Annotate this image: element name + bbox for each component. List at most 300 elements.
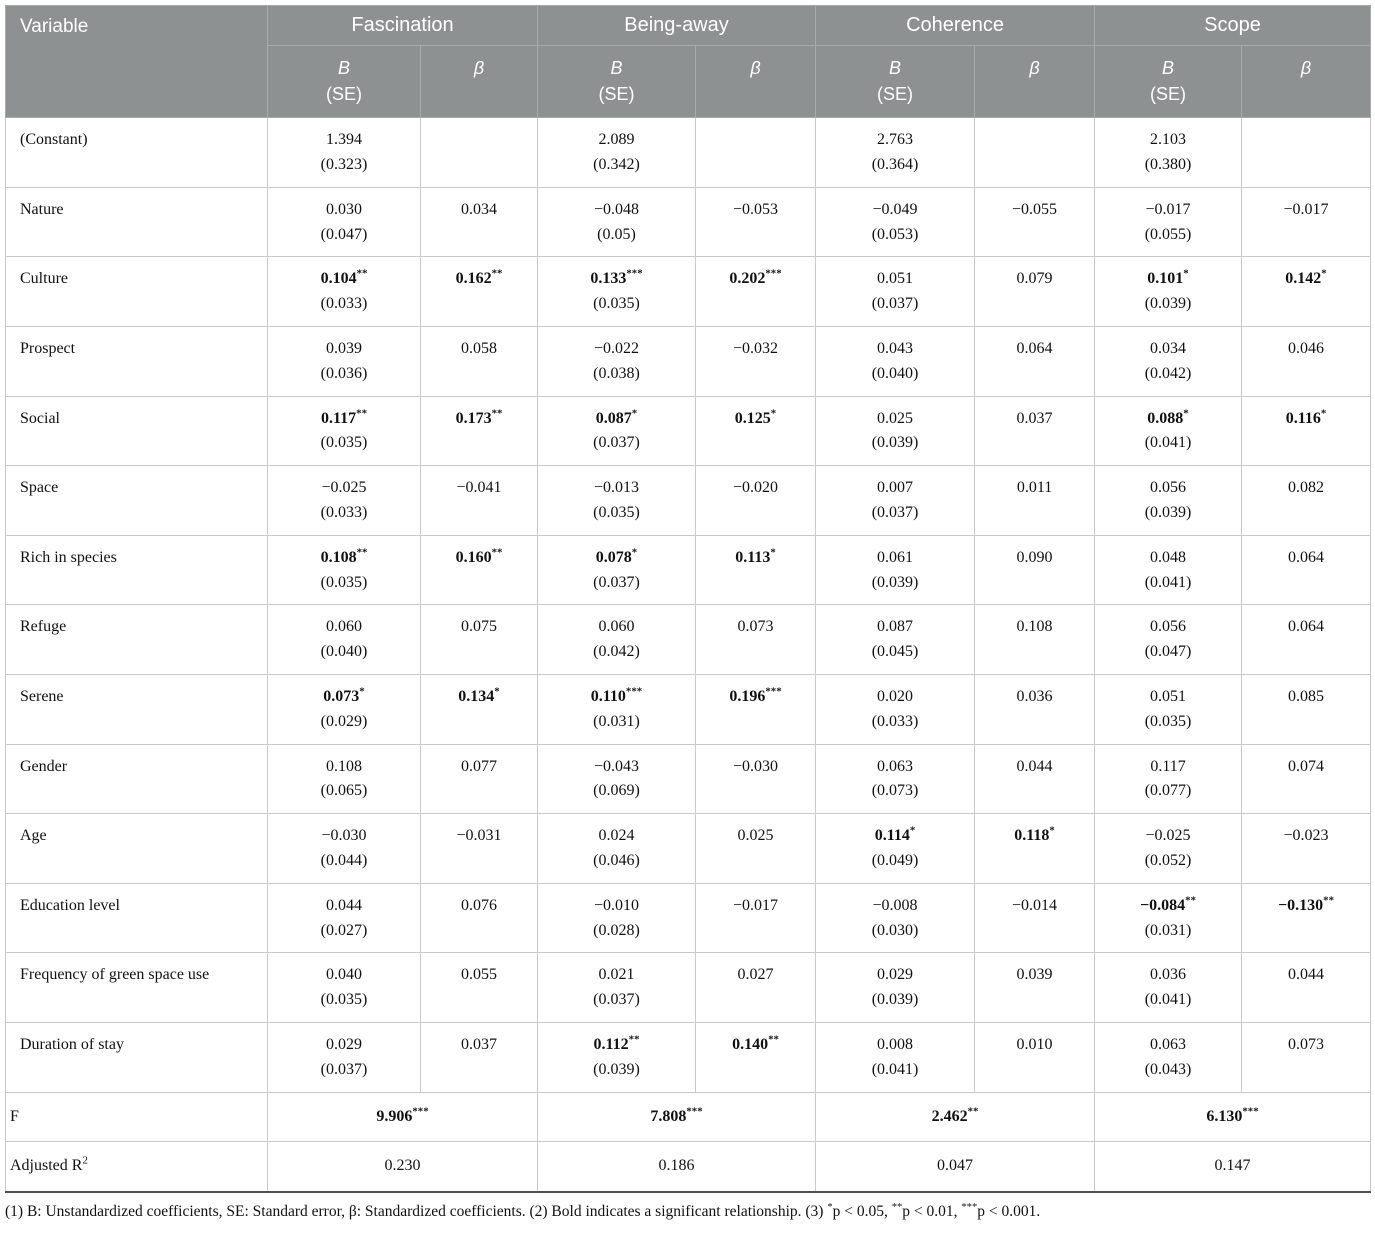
value-line: −0.017 <box>732 896 779 914</box>
value-line: 0.186 <box>658 1157 695 1175</box>
table-row <box>6 118 1371 188</box>
b-se-cell <box>268 396 421 466</box>
b-se-cell <box>1095 257 1242 327</box>
se-line: (0.342) <box>593 155 640 173</box>
se-line: (0.033) <box>871 712 919 730</box>
se-line: (0.029) <box>320 712 368 730</box>
beta-cell <box>421 605 538 675</box>
value-line: 0.037 <box>1016 409 1053 427</box>
value-line: 0.010 <box>1016 1035 1053 1053</box>
se-line: (0.037) <box>593 573 640 591</box>
b-se-cell <box>1095 605 1242 675</box>
value-line: 0.064 <box>1016 339 1053 357</box>
se-line: (0.049) <box>871 851 919 869</box>
b-se-cell <box>1095 953 1242 1023</box>
b-se-cell <box>268 118 421 188</box>
se-line: (0.055) <box>1144 225 1192 243</box>
se-line: (0.040) <box>320 643 368 661</box>
value-line: −0.008 <box>872 896 918 914</box>
value-line: 0.142* <box>1285 268 1327 288</box>
r2-value-cell <box>538 1142 816 1192</box>
value-line: 0.202*** <box>729 268 782 288</box>
b-se-cell <box>268 466 421 536</box>
se-line: (0.037) <box>593 991 640 1009</box>
se-line: (0.073) <box>871 782 919 800</box>
significance-stars: ** <box>491 546 503 559</box>
b-se-cell <box>816 535 975 605</box>
se-line: (0.036) <box>320 364 368 382</box>
value-line: 0.039 <box>1016 966 1053 984</box>
se-line: (0.039) <box>871 434 919 452</box>
subheader-b-se <box>816 46 975 118</box>
se-line: (0.047) <box>1144 643 1192 661</box>
f-value-cell <box>1095 1092 1371 1142</box>
value-line: 0.063 <box>1150 1035 1187 1053</box>
value-line: 0.021 <box>598 966 635 984</box>
beta-cell <box>421 883 538 953</box>
table-row <box>6 466 1371 536</box>
b-se-cell <box>816 1022 975 1092</box>
b-se-cell <box>816 118 975 188</box>
row-label: (Constant) <box>6 118 268 188</box>
value-line: 0.087* <box>595 407 638 427</box>
se-label: (SE) <box>326 84 362 105</box>
beta-cell <box>421 953 538 1023</box>
significance-stars: * <box>1183 407 1189 420</box>
beta-cell <box>975 814 1095 884</box>
value-line: 0.024 <box>598 827 635 845</box>
se-line: (0.031) <box>1144 921 1192 939</box>
adjusted-r2-row <box>6 1142 1371 1192</box>
se-line: (0.380) <box>1144 155 1192 173</box>
se-line: (0.033) <box>320 295 368 313</box>
b-se-cell <box>268 257 421 327</box>
significance-stars: * <box>909 824 916 837</box>
beta-cell <box>696 326 816 396</box>
f-statistic-row <box>6 1092 1371 1142</box>
b-se-cell <box>538 1022 696 1092</box>
significance-stars: ** <box>891 1201 903 1213</box>
se-line: (0.040) <box>871 364 919 382</box>
col-header-being-away: Being-away <box>538 6 816 46</box>
beta-cell <box>421 187 538 257</box>
b-se-cell <box>538 744 696 814</box>
beta-cell <box>975 466 1095 536</box>
se-line: (0.041) <box>1144 434 1192 452</box>
beta-cell <box>696 744 816 814</box>
b-se-cell <box>1095 674 1242 744</box>
value-line: 0.073* <box>323 685 365 705</box>
value-line: −0.017 <box>1283 200 1329 218</box>
value-line: −0.017 <box>1145 200 1191 218</box>
value-line: 0.007 <box>877 479 914 497</box>
value-line: 0.061 <box>877 548 914 566</box>
value-line: 0.125* <box>734 407 777 427</box>
f-value-cell <box>816 1092 1095 1142</box>
beta-cell <box>696 257 816 327</box>
beta-cell <box>696 1022 816 1092</box>
b-se-cell <box>538 466 696 536</box>
value-line: 0.046 <box>1288 339 1325 357</box>
b-se-cell <box>1095 466 1242 536</box>
beta-cell <box>696 396 816 466</box>
se-line: (0.364) <box>871 155 919 173</box>
table-row <box>6 1022 1371 1092</box>
b-se-cell <box>268 883 421 953</box>
se-line: (0.053) <box>871 225 919 243</box>
value-line: −0.020 <box>732 479 779 497</box>
r2-value-cell <box>1095 1142 1371 1192</box>
beta-cell <box>1242 257 1371 327</box>
value-line: 0.074 <box>1288 757 1325 775</box>
significance-stars: *** <box>765 268 782 281</box>
value-line: 0.117 <box>1150 757 1186 775</box>
value-line: 2.462** <box>931 1105 979 1125</box>
subheader-beta <box>696 46 816 118</box>
value-line: 0.140** <box>732 1033 779 1053</box>
value-line: 0.073 <box>737 618 774 636</box>
value-line: 0.108** <box>320 546 368 566</box>
b-se-cell <box>816 674 975 744</box>
beta-cell <box>975 605 1095 675</box>
se-line: (0.037) <box>593 434 640 452</box>
value-line: 0.090 <box>1016 548 1053 566</box>
b-se-cell <box>1095 814 1242 884</box>
value-line: −0.055 <box>1012 200 1058 218</box>
beta-cell <box>421 396 538 466</box>
value-line: 0.064 <box>1288 618 1325 636</box>
b-se-cell <box>538 396 696 466</box>
row-label: Serene <box>6 674 268 744</box>
value-line: 0.058 <box>461 339 497 357</box>
value-line: −0.053 <box>732 200 779 218</box>
subheader-b-se <box>538 46 696 118</box>
value-line: −0.023 <box>1283 827 1329 845</box>
value-line: 0.060 <box>326 618 362 636</box>
value-line: 0.025 <box>737 827 774 845</box>
value-line: 0.008 <box>877 1035 914 1053</box>
beta-cell <box>421 814 538 884</box>
row-label: Rich in species <box>6 535 268 605</box>
subheader-b-se <box>1095 46 1242 118</box>
b-se-cell <box>816 605 975 675</box>
value-line: 2.763 <box>877 131 914 149</box>
beta-cell <box>1242 466 1371 536</box>
value-line: −0.022 <box>593 339 640 357</box>
significance-stars: *** <box>412 1105 429 1118</box>
se-line: (0.041) <box>871 1060 919 1078</box>
value-line: 0.110*** <box>590 685 643 705</box>
b-label: B <box>337 58 350 78</box>
significance-stars: ** <box>967 1105 979 1118</box>
se-line: (0.039) <box>871 991 919 1009</box>
se-line: (0.077) <box>1144 782 1192 800</box>
b-se-cell <box>816 466 975 536</box>
significance-stars: *** <box>961 1201 978 1213</box>
b-label: B <box>1162 58 1175 78</box>
beta-cell <box>975 744 1095 814</box>
row-label: F <box>6 1092 268 1142</box>
value-line: 0.034 <box>1150 339 1187 357</box>
se-line: (0.031) <box>593 712 640 730</box>
significance-stars: *** <box>765 685 782 698</box>
r2-value-cell <box>816 1142 1095 1192</box>
beta-cell <box>1242 118 1371 188</box>
table-row <box>6 257 1371 327</box>
beta-cell <box>975 535 1095 605</box>
beta-cell <box>421 744 538 814</box>
value-line: −0.041 <box>456 479 502 497</box>
row-label: Nature <box>6 187 268 257</box>
value-line: −0.031 <box>456 827 502 845</box>
table-row <box>6 535 1371 605</box>
subheader-beta <box>975 46 1095 118</box>
value-line: 0.101* <box>1147 268 1189 288</box>
b-se-cell <box>816 953 975 1023</box>
b-se-cell <box>1095 744 1242 814</box>
beta-cell <box>421 326 538 396</box>
se-line: (0.042) <box>1144 364 1192 382</box>
b-se-cell <box>268 814 421 884</box>
se-line: (0.039) <box>871 573 919 591</box>
value-line: 0.077 <box>461 757 497 775</box>
f-value-cell <box>268 1092 538 1142</box>
beta-cell <box>975 326 1095 396</box>
b-se-cell <box>538 953 696 1023</box>
value-line: −0.025 <box>1145 827 1191 845</box>
b-se-cell <box>538 535 696 605</box>
significance-stars: ** <box>491 268 503 281</box>
significance-stars: * <box>1183 268 1189 281</box>
value-line: 0.044 <box>1288 966 1325 984</box>
b-se-cell <box>1095 535 1242 605</box>
value-line: −0.048 <box>593 200 640 218</box>
se-label: (SE) <box>1150 84 1187 105</box>
col-header-coherence: Coherence <box>816 6 1095 46</box>
b-se-cell <box>816 814 975 884</box>
b-se-cell <box>816 326 975 396</box>
row-label: Culture <box>6 257 268 327</box>
table-row <box>6 953 1371 1023</box>
b-se-cell <box>1095 883 1242 953</box>
value-line: 1.394 <box>326 131 362 149</box>
significance-stars: *** <box>625 685 643 698</box>
beta-label: β <box>473 58 485 78</box>
table-row <box>6 814 1371 884</box>
value-line: 0.037 <box>461 1035 497 1053</box>
b-se-cell <box>538 814 696 884</box>
value-line: 0.073 <box>1288 1035 1325 1053</box>
table-row <box>6 883 1371 953</box>
b-se-cell <box>1095 326 1242 396</box>
value-line: −0.025 <box>321 479 367 497</box>
beta-cell <box>1242 744 1371 814</box>
value-line: 0.036 <box>1150 966 1187 984</box>
b-se-cell <box>816 396 975 466</box>
value-line: 0.160** <box>455 546 503 566</box>
se-line: (0.047) <box>320 225 368 243</box>
beta-cell <box>1242 535 1371 605</box>
value-line: −0.049 <box>872 200 918 218</box>
significance-stars: * <box>1320 407 1327 420</box>
significance-stars: * <box>631 546 638 559</box>
b-se-cell <box>268 674 421 744</box>
row-label: Social <box>6 396 268 466</box>
beta-cell <box>975 883 1095 953</box>
beta-label: β <box>750 58 761 78</box>
value-line: 9.906*** <box>376 1105 429 1125</box>
se-line: (0.033) <box>320 503 368 521</box>
value-line: 0.051 <box>1150 687 1187 705</box>
beta-cell <box>421 1022 538 1092</box>
se-line: (0.039) <box>593 1060 640 1078</box>
significance-stars: * <box>631 407 638 420</box>
value-line: 0.055 <box>461 966 497 984</box>
significance-stars: *** <box>686 1105 703 1118</box>
b-se-cell <box>538 883 696 953</box>
f-value-cell <box>538 1092 816 1142</box>
value-line: 0.029 <box>877 966 914 984</box>
se-line: (0.035) <box>593 295 640 313</box>
value-line: −0.043 <box>593 757 640 775</box>
superscript-2: 2 <box>82 1154 88 1167</box>
se-line: (0.323) <box>320 155 368 173</box>
row-label: Frequency of green space use <box>6 953 268 1023</box>
beta-cell <box>975 257 1095 327</box>
value-line: 0.043 <box>877 339 914 357</box>
significance-stars: * <box>827 1201 833 1213</box>
beta-cell <box>696 814 816 884</box>
beta-cell <box>696 605 816 675</box>
beta-cell <box>696 883 816 953</box>
value-line: 0.116* <box>1285 407 1327 427</box>
value-line: 0.063 <box>877 757 914 775</box>
value-line: 0.044 <box>326 896 362 914</box>
value-line: 0.085 <box>1288 687 1325 705</box>
table-header <box>6 6 1371 118</box>
se-line: (0.035) <box>320 573 368 591</box>
beta-cell <box>696 535 816 605</box>
se-line: (0.045) <box>871 643 919 661</box>
se-line: (0.043) <box>1144 1060 1192 1078</box>
table-row <box>6 326 1371 396</box>
value-line: −0.014 <box>1012 896 1058 914</box>
value-line: 0.040 <box>326 966 362 984</box>
col-header-variable: Variable <box>6 6 268 118</box>
se-line: (0.039) <box>1144 295 1192 313</box>
value-line: −0.030 <box>321 827 367 845</box>
value-line: 0.064 <box>1288 548 1325 566</box>
beta-cell <box>421 257 538 327</box>
beta-cell <box>696 118 816 188</box>
beta-cell <box>421 535 538 605</box>
beta-cell <box>975 1022 1095 1092</box>
se-line: (0.052) <box>1144 851 1192 869</box>
value-line: 0.020 <box>877 687 914 705</box>
value-line: 0.087 <box>877 618 914 636</box>
beta-cell <box>696 466 816 536</box>
beta-cell <box>975 187 1095 257</box>
row-label: Prospect <box>6 326 268 396</box>
se-line: (0.035) <box>320 434 368 452</box>
se-line: (0.028) <box>593 921 640 939</box>
group-header-row <box>6 6 1371 46</box>
value-line: 0.196*** <box>729 685 782 705</box>
value-line: 0.113* <box>735 546 776 566</box>
significance-stars: ** <box>628 1033 640 1046</box>
value-line: 0.075 <box>461 618 497 636</box>
beta-cell <box>975 396 1095 466</box>
b-se-cell <box>816 744 975 814</box>
se-line: (0.035) <box>1144 712 1192 730</box>
value-line: 0.230 <box>384 1157 421 1175</box>
b-se-cell <box>268 953 421 1023</box>
value-line: 0.118* <box>1014 824 1055 845</box>
value-line: 0.134* <box>458 685 500 705</box>
significance-stars: ** <box>491 407 503 420</box>
value-line: −0.032 <box>732 339 779 357</box>
value-line: 0.133*** <box>590 268 643 288</box>
b-se-cell <box>268 187 421 257</box>
value-line: −0.030 <box>732 757 779 775</box>
table-row <box>6 605 1371 675</box>
beta-label: β <box>1300 58 1312 78</box>
b-se-cell <box>538 118 696 188</box>
beta-cell <box>421 118 538 188</box>
row-label: Adjusted $R^2$ <box>6 1142 268 1192</box>
value-line: 0.112** <box>593 1033 640 1053</box>
value-line: 0.051 <box>877 270 914 288</box>
value-line: 0.034 <box>461 200 497 218</box>
value-line: 0.048 <box>1150 548 1187 566</box>
beta-cell <box>1242 187 1371 257</box>
value-line: −0.010 <box>593 896 640 914</box>
value-line: 0.060 <box>598 618 635 636</box>
row-label: Education level <box>6 883 268 953</box>
value-line: 0.108 <box>326 757 362 775</box>
b-se-cell <box>268 744 421 814</box>
significance-stars: ** <box>356 546 368 559</box>
b-se-cell <box>1095 187 1242 257</box>
b-se-cell <box>268 1022 421 1092</box>
beta-cell <box>696 187 816 257</box>
table-row <box>6 744 1371 814</box>
value-line: 0.108 <box>1016 618 1053 636</box>
value-line: 2.089 <box>598 131 635 149</box>
beta-cell <box>421 674 538 744</box>
b-label: B <box>889 58 902 78</box>
row-label: Age <box>6 814 268 884</box>
se-line: (0.044) <box>320 851 368 869</box>
table-row <box>6 396 1371 466</box>
value-line: 7.808*** <box>650 1105 703 1125</box>
value-line: 0.088* <box>1147 407 1189 427</box>
subheader-beta <box>421 46 538 118</box>
value-line: 0.082 <box>1288 479 1325 497</box>
b-se-cell <box>268 326 421 396</box>
beta-cell <box>1242 883 1371 953</box>
value-line: 0.047 <box>937 1157 974 1175</box>
beta-label: β <box>1029 58 1040 78</box>
se-label: (SE) <box>877 84 914 105</box>
table-row <box>6 674 1371 744</box>
b-label: B <box>610 58 623 78</box>
significance-stars: * <box>770 546 776 559</box>
value-line: 0.039 <box>326 339 362 357</box>
value-line: 0.104** <box>320 268 368 288</box>
se-line: (0.041) <box>1144 991 1192 1009</box>
significance-stars: * <box>770 407 777 420</box>
